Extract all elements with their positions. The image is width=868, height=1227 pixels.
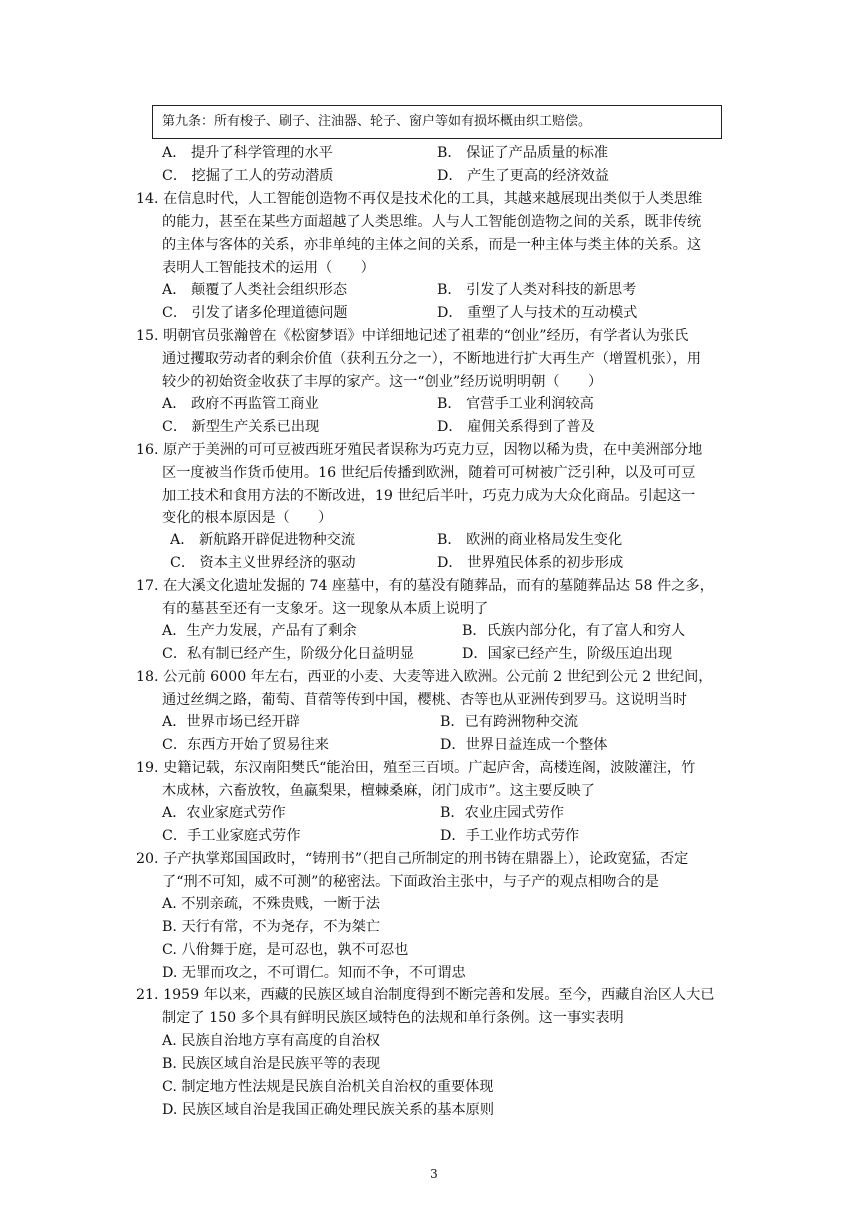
q19-stem-line: 木成林，六畜放牧，鱼蠃梨果，檀棘桑麻，闭门成市”。这主要反映了 [162,783,595,799]
q17-option-d: D．国家已经产生，阶级压迫出现 [462,646,673,662]
q20-option-d: D. 无罪而攻之，不可谓仁。知而不争，不可谓忠 [162,965,466,981]
q16-stem-line: 16. 原产于美洲的可可豆被西班牙殖民者误称为巧克力豆，因物以稀为贵，在中美洲部分地 [136,442,703,458]
q18-stem-line: 通过丝绸之路，葡萄、苜蓿等传到中国，樱桃、杏等也从亚洲传到罗马。这说明当时 [162,692,687,708]
q16-stem-line: 变化的根本原因是（ ） [162,510,333,526]
q20-stem-line: 了“刑不可知，威不可测”的秘密法。下面政治主张中，与子产的观点相吻合的是 [162,874,659,890]
q16-option-b: B． 欧洲的商业格局发生变化 [437,532,623,548]
q14-option-d: D． 重塑了人与技术的互动模式 [437,305,638,321]
q19-option-b: B．农业庄园式劳作 [440,805,564,821]
q15-stem-line: 通过攫取劳动者的剩余价值（获利五分之一），不断地进行扩大再生产（增置机张），用 [162,351,702,367]
q15-option-a: A． 政府不再监管工商业 [162,396,319,412]
quote-box-text: 第九条：所有梭子、刷子、注油器、轮子、窗户等如有损坏概由织工赔偿。 [162,114,592,129]
q14-option-b: B． 引发了人类对科技的新思考 [437,282,637,298]
q18-option-c: C．东西方开始了贸易往来 [162,737,329,753]
q13-option-b: B． 保证了产品质量的标准 [437,145,608,161]
q21-option-a: A. 民族自治地方享有高度的自治权 [162,1033,380,1049]
q18-option-d: D．世界日益连成一个整体 [440,737,608,753]
q14-stem-line: 的主体与客体的关系，亦非单纯的主体之间的关系，而是一种主体与类主体的关系。这 [162,237,702,253]
q19-option-c: C．手工业家庭式劳作 [162,828,301,844]
q13-option-a: A． 提升了科学管理的水平 [162,145,333,161]
q21-stem-line: 制定了 150 多个具有鲜明民族区域特色的法规和单行条例。这一事实表明 [162,1010,624,1026]
q16-stem-line: 加工技术和食用方法的不断改进，19 世纪后半叶，巧克力成为大众化商品。引起这一 [162,488,696,504]
q17-option-c: C．私有制已经产生，阶级分化日益明显 [162,646,415,662]
q21-stem-line: 21. 1959 年以来，西藏的民族区域自治制度得到不断完善和发展。至今，西藏自治区人大已 [136,987,715,1003]
q17-stem-line: 有的墓甚至还有一支象牙。这一现象从本质上说明了 [162,601,489,617]
q14-stem-line: 的能力，甚至在某些方面超越了人类思维。人与人工智能创造物之间的关系，既非传统 [162,214,702,230]
q17-stem-line: 17. 在大溪文化遗址发掘的 74 座墓中，有的墓没有随葬品，而有的墓随葬品达 58 件之多， [136,578,714,594]
q17-option-b: B．氏族内部分化，有了富人和穷人 [462,623,686,639]
q19-stem-line: 19. 史籍记载，东汉南阳樊氏“能治田，殖至三百顷。广起庐舍，高楼连阁，波陂灌注，竹 [136,760,696,776]
q20-option-b: B. 天行有常，不为尧存，不为桀亡 [162,919,381,935]
q16-option-a: A． 新航路开辟促进物种交流 [170,532,356,548]
q18-stem-line: 18. 公元前 6000 年左右，西亚的小麦、大麦等进入欧洲。公元前 2 世纪到公元 2 世纪间， [136,669,713,685]
q15-option-b: B． 官营手工业利润较高 [437,396,594,412]
q15-stem-line: 15. 明朝官员张瀚曾在《松窗梦语》中详细地记述了祖辈的“创业”经历，有学者认为张氏 [136,328,689,344]
q21-option-b: B. 民族区域自治是民族平等的表现 [162,1056,381,1072]
q15-option-d: D． 雇佣关系得到了普及 [437,419,595,435]
q20-option-a: A. 不别亲疏，不殊贵贱，一断于法 [162,896,380,912]
q19-option-d: D．手工业作坊式劳作 [440,828,580,844]
quote-box [152,105,722,139]
q18-option-a: A．世界市场已经开辟 [162,714,300,730]
q16-option-c: C． 资本主义世界经济的驱动 [170,555,356,571]
q21-option-c: C. 制定地方性法规是民族自治机关自治权的重要体现 [162,1079,494,1095]
q18-option-b: B．已有跨洲物种交流 [440,714,579,730]
q14-option-c: C． 引发了诸多伦理道德问题 [162,305,348,321]
q21-option-d: D. 民族区域自治是我国正确处理民族关系的基本原则 [162,1102,495,1118]
q14-stem-line: 14. 在信息时代，人工智能创造物不再仅是技术化的工具，其越来越展现出类似于人类思维 [136,191,703,207]
q16-option-d: D． 世界殖民体系的初步形成 [437,555,624,571]
q16-stem-line: 区一度被当作货币使用。16 世纪后传播到欧洲，随着可可树被广泛引种，以及可可豆 [162,465,696,481]
page-number: 3 [430,1167,438,1181]
q13-option-d: D． 产生了更高的经济效益 [437,168,609,184]
q15-stem-line: 较少的初始资金收获了丰厚的家产。这一“创业”经历说明明朝（ ） [162,374,603,390]
q14-stem-line: 表明人工智能技术的运用（ ） [162,260,375,276]
q15-option-c: C． 新型生产关系已出现 [162,419,320,435]
q14-option-a: A． 颠覆了人类社会组织形态 [162,282,348,298]
q13-option-c: C． 挖掘了工人的劳动潜质 [162,168,334,184]
q20-stem-line: 20. 子产执掌郑国国政时，“铸刑书”（把自己所制定的刑书铸在鼎器上），论政宽猛，否定 [136,851,689,867]
q17-option-a: A．生产力发展，产品有了剩余 [162,623,357,639]
q20-option-c: C. 八佾舞于庭，是可忍也，孰不可忍也 [162,942,409,958]
q19-option-a: A．农业家庭式劳作 [162,805,286,821]
